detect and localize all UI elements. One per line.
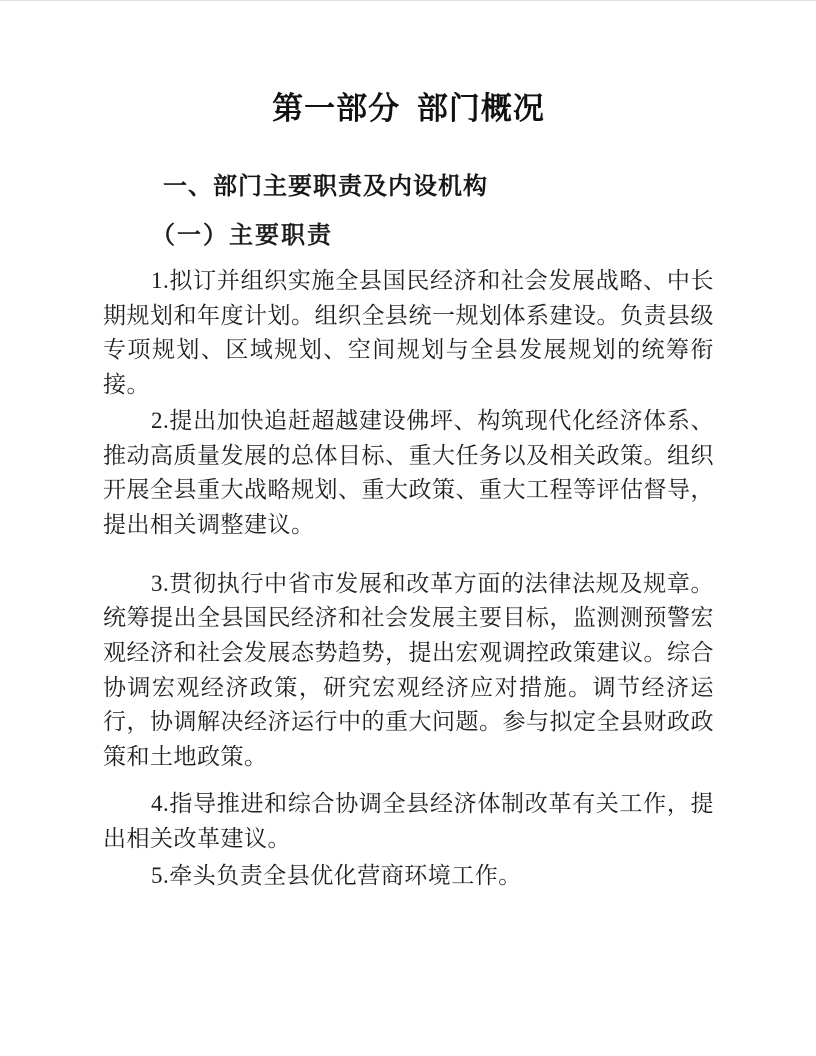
- page-title: 第一部分 部门概况: [272, 91, 545, 126]
- paragraph-duty-2: 2.提出加快追赶超越建设佛坪、构筑现代化经济体系、推动高质量发展的总体目标、重大任务以及相关政策。组织开展全县重大战略规划、重大政策、重大工程等评估督导，提出相关调整建议。: [103, 407, 714, 537]
- paragraph-duty-1: 1.拟订并组织实施全县国民经济和社会发展战略、中长期规划和年度计划。组织全县统一规划体系建设。负责县级专项规划、区域规划、空间规划与全县发展规划的统筹衔接。: [103, 268, 714, 398]
- section-heading-main-duties-and-internal-organs: 一、部门主要职责及内设机构: [163, 173, 488, 200]
- paragraph-duty-3: 3.贯彻执行中省市发展和改革方面的法律法规及规章。统筹提出全县国民经济和社会发展主要目标，监测测预警宏观经济和社会发展态势趋势，提出宏观调控政策建议。综合协调宏观经济政策，研究宏观经济应对措施。调节经济运行，协调解决经济运行中的重大问题。参与拟定全县财政政策和土地政策。: [103, 570, 714, 770]
- subsection-heading-main-duties: （一）主要职责: [151, 223, 333, 249]
- paragraph-duty-5: 5.牵头负责全县优化营商环境工作。: [151, 863, 522, 889]
- paragraph-duty-4: 4.指导推进和综合协调全县经济体制改革有关工作，提出相关改革建议。: [103, 790, 714, 851]
